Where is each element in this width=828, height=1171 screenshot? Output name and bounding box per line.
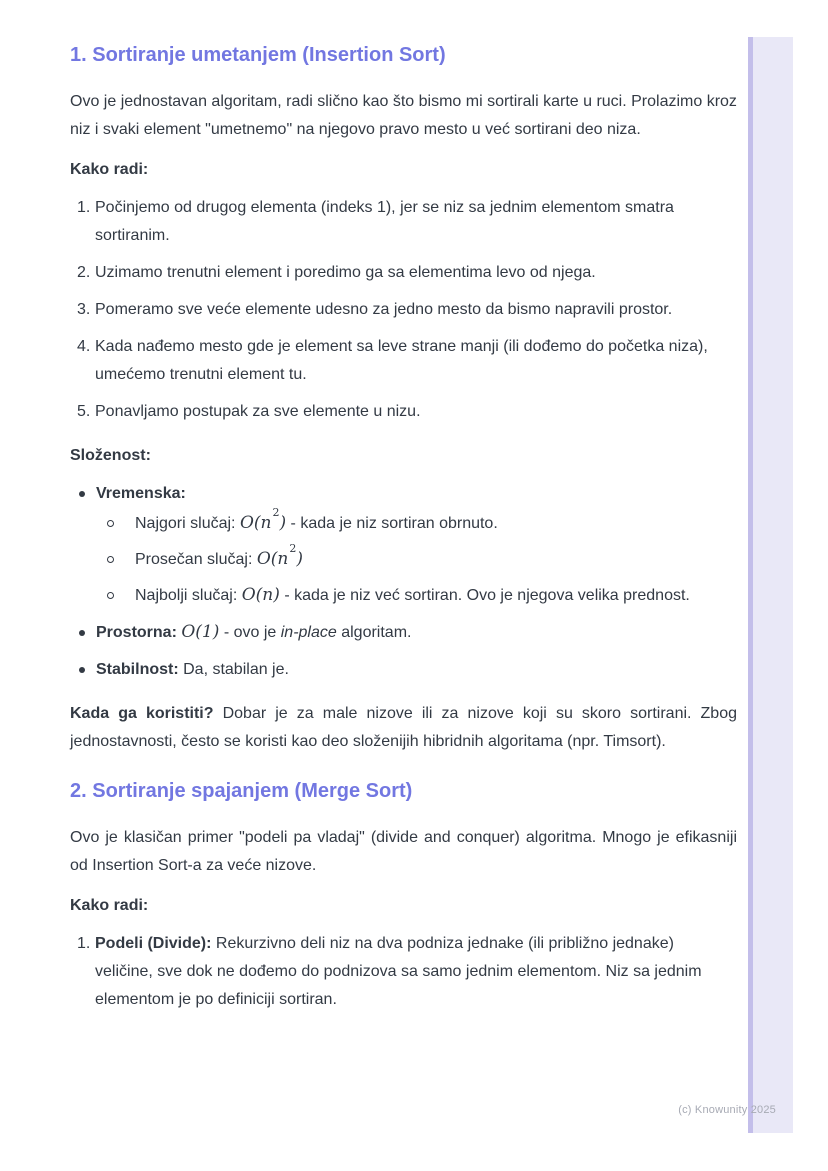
best-case-item: [96, 582, 737, 610]
stability-text: Da, stabilan je.: [178, 661, 289, 678]
divide-step-label: Podeli (Divide):: [95, 935, 212, 952]
average-case-item: [96, 541, 737, 574]
space-complexity-item: [70, 619, 737, 647]
big-o-n2-base: O(n: [239, 513, 272, 533]
usage-text: Dobar je za male nizove ili za nizove koji su skoro sortirani. Zbog jednostavnosti, često se koristi kao deo složenijih hibridnih algoritama (npr. Timsort).: [70, 705, 738, 750]
how-it-works-label-2: Kako radi:: [70, 897, 149, 914]
insertion-sort-steps: [70, 194, 737, 426]
complexity-label: Složenost:: [70, 447, 151, 464]
step-item: Pomeramo sve veće elemente udesno za jedno mesto da bismo napravili prostor.: [95, 301, 673, 318]
complexity-list: [70, 480, 737, 684]
step-item: [70, 930, 723, 1014]
in-place-term: in-place: [280, 624, 337, 641]
time-complexity-item: [70, 480, 737, 610]
document-content: [70, 0, 737, 1030]
watermark: (c) Knowunity 2025: [678, 1104, 776, 1116]
space-complexity-suffix: algoritam.: [336, 624, 412, 641]
step-item: Kada nađemo mesto gde je element sa leve strane manji (ili dođemo do početka niza), umećemo trenutni element tu.: [95, 338, 708, 383]
big-o-n2-base: O(n: [256, 549, 289, 569]
section-2-heading: 2. Sortiranje spajanjem (Merge Sort): [70, 780, 413, 802]
big-o-n2-close: ): [279, 513, 287, 533]
big-o-n2-exponent: 2: [289, 541, 297, 555]
big-o-n: O(n): [241, 585, 280, 605]
best-case-text: Najbolji slučaj:: [135, 587, 242, 604]
stability-label: Stabilnost:: [96, 661, 179, 678]
big-o-n2-close: ): [296, 549, 304, 569]
step-item: Uzimamo trenutni element i poredimo ga sa elementima levo od njega.: [95, 264, 596, 281]
worst-case-suffix: - kada je niz sortiran obrnuto.: [286, 515, 498, 532]
average-case-text: Prosečan slučaj:: [135, 551, 257, 568]
worst-case-text: Najgori slučaj:: [135, 515, 240, 532]
section-2-intro: Ovo je klasičan primer "podeli pa vladaj" (divide and conquer) algoritma. Mnogo je efikasniji od Insertion Sort-a za veće nizove.: [70, 829, 737, 874]
step-item: Ponavljamo postupak za sve elemente u nizu.: [95, 403, 421, 420]
big-o-n2-exponent: 2: [272, 505, 280, 519]
big-o-1: O(1): [181, 622, 220, 642]
space-complexity-text: - ovo je: [219, 624, 281, 641]
step-item: Počinjemo od drugog elementa (indeks 1), jer se niz sa jednim elementom smatra sortiranim.: [95, 199, 674, 244]
best-case-suffix: - kada je niz već sortiran. Ovo je njegova velika prednost.: [279, 587, 690, 604]
divide-step-text: Rekurzivno deli niz na dva podniza jednake (ili približno jednake) veličine, sve dok ne dođemo do podnizova sa samo jednim elementom. Niz sa jednim elementom je po definiciji sortiran.: [95, 935, 702, 1008]
section-1-heading: 1. Sortiranje umetanjem (Insertion Sort): [70, 44, 446, 66]
section-1-intro: Ovo je jednostavan algoritam, radi slično kao što bismo mi sortirali karte u ruci. Prolazimo kroz niz i svaki element "umetnemo" na njegovo pravo mesto u već sortirani deo niza.: [70, 93, 737, 138]
worst-case-item: [96, 505, 737, 538]
usage-label: Kada ga koristiti?: [70, 705, 214, 722]
merge-sort-steps: [70, 930, 737, 1014]
space-complexity-label: Prostorna:: [96, 624, 177, 641]
how-it-works-label-1: Kako radi:: [70, 161, 149, 178]
right-margin-highlight-bar: [748, 37, 793, 1133]
time-complexity-label: Vremenska:: [96, 485, 186, 502]
usage-paragraph: [70, 700, 737, 756]
time-complexity-sublist: [96, 505, 737, 610]
stability-item: [70, 656, 737, 684]
